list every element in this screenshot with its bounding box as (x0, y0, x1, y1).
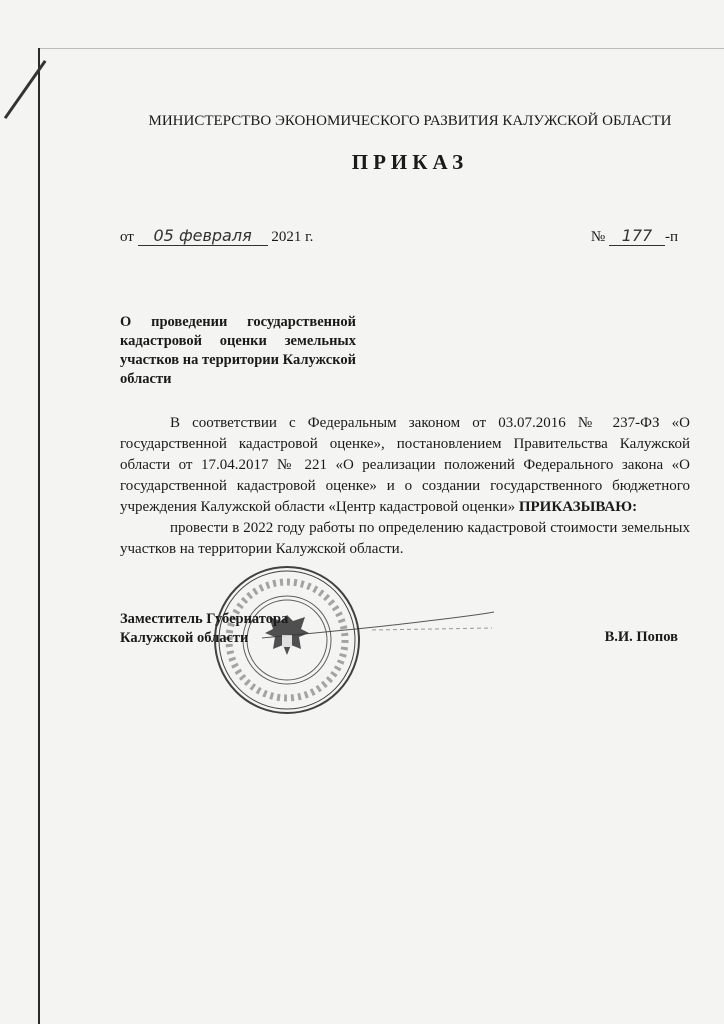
date-year: 2021 г. (271, 229, 314, 245)
position-line: Калужской области (120, 630, 249, 646)
body-paragraph: провести в 2022 году работы по определению кадастровой стоимости земельных участков на территории Калужской области. (120, 520, 690, 557)
signatory-position (120, 610, 288, 648)
ministry-heading: МИНИСТЕРСТВО ЭКОНОМИЧЕСКОГО РАЗВИТИЯ КАЛУЖСКОЙ ОБЛАСТИ (148, 113, 672, 129)
date-prefix: от (120, 229, 134, 245)
position-line: Заместитель Губернатора (120, 611, 289, 627)
number-suffix: -п (664, 229, 678, 245)
order-word: ПРИКАЗЫВАЮ: (518, 499, 638, 515)
number-line (591, 226, 678, 246)
signatory-name: В.И. Попов (604, 629, 678, 645)
date-line (120, 226, 313, 246)
document-body (120, 413, 690, 560)
document-title: ПРИКАЗ (351, 150, 469, 174)
number-prefix: № (590, 229, 606, 245)
scan-mark (4, 60, 47, 119)
handwritten-number: 177 (609, 226, 665, 246)
scan-top-edge (40, 48, 724, 49)
body-text: В соответствии с Федеральным законом от 03.07.2016 № 237-ФЗ «О государственной кадастровой оценке», постановлением Правительства Калужской области от 17.04.2017 № 221 «О реализации положений Федерального закона «О государственной кадастровой оценке» и о создании государственного бюджетного учреждения Калужской области «Центр кадастровой оценки» (120, 415, 690, 515)
document-subject: О проведении государственной кадастровой оценки земельных участков на территории Калужской области (120, 314, 356, 387)
handwritten-date: 05 февраля (138, 226, 268, 246)
scan-edge (38, 48, 40, 1024)
body-paragraph (120, 413, 690, 518)
